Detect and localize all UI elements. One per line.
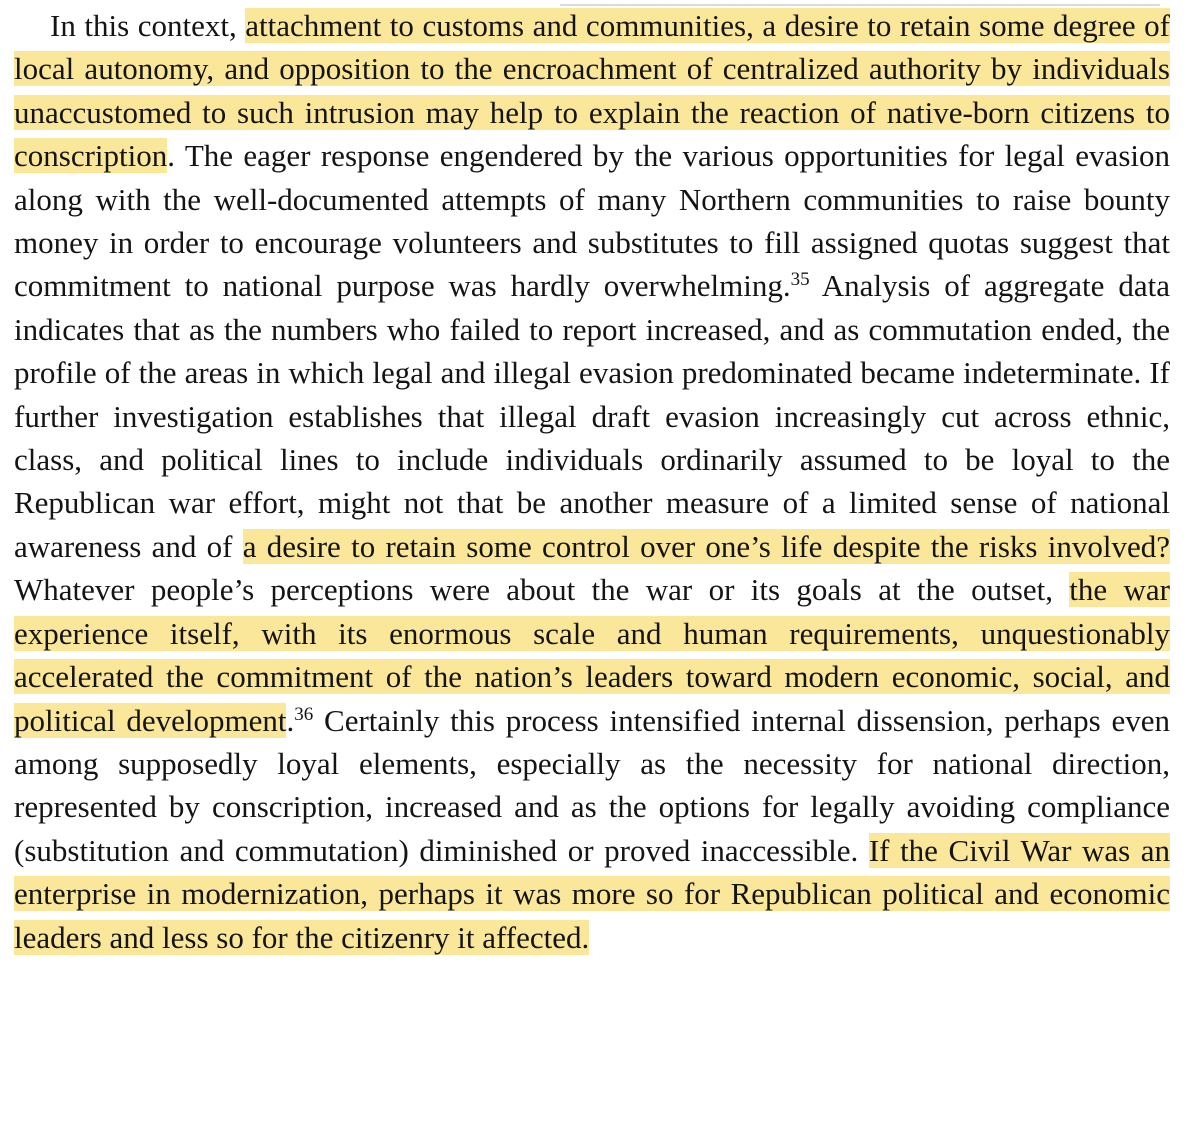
highlighted-passage: If the Civil War was an enterprise in modernization, perhaps it was more so for Republican political and economic leaders and less so for the citizenry it affected. [14,832,1171,955]
text-segment: In this context, [50,8,246,43]
footnote-marker: 35 [790,269,810,291]
text-segment: . [286,702,295,738]
footnote-marker: 36 [294,703,314,725]
highlighted-passage: a desire to retain some control over one’s life despite the risks involved? [242,528,1170,564]
previous-line-fragment [560,0,1160,6]
text-segment: Certainly this process intensified internal dissension, perhaps even among supposedly loyal elements, especially as the necessity for national direction, represented by conscription, increased and as the options for legally avoiding compliance (substitution and commutation) diminished or proved inaccessible. [14,702,1170,868]
highlighted-passage: attachment to customs and communities, a desire to retain some degree of local autonomy, and opposition to the encroachment of centralized authority by individuals unaccustomed to such intrusion may help to explain the reaction of native-born citizens to conscription [14,8,1170,174]
text-segment: . The eager response engendered by the various opportunities for legal evasion along with the well-documented attempts of many Northern communities to raise bounty money in order to encourage volunteers and substitutes to fill assigned quotas suggest that commitment to national purpose was hardly overwhelming. [14,138,1170,304]
highlighted-passage: the war experience itself, with its enormous scale and human requirements, unquestionably accelerated the commitment of the nation’s leaders toward modern economic, social, and political development [14,572,1170,738]
text-segment: Whatever people’s perceptions were about the war or its goals at the outset, [14,572,1070,608]
body-paragraph [14,4,1170,959]
text-segment: Analysis of aggregate data indicates that as the numbers who failed to report increased, and as commutation ended, the profile of the areas in which legal and illegal evasion predominated became indeterminate. If further investigation establishes that illegal draft evasion increasingly cut across ethnic, class, and political lines to include individuals ordinarily assumed to be loyal to the Republican war effort, might not that be another measure of a limited sense of national awareness and of [14,268,1170,564]
